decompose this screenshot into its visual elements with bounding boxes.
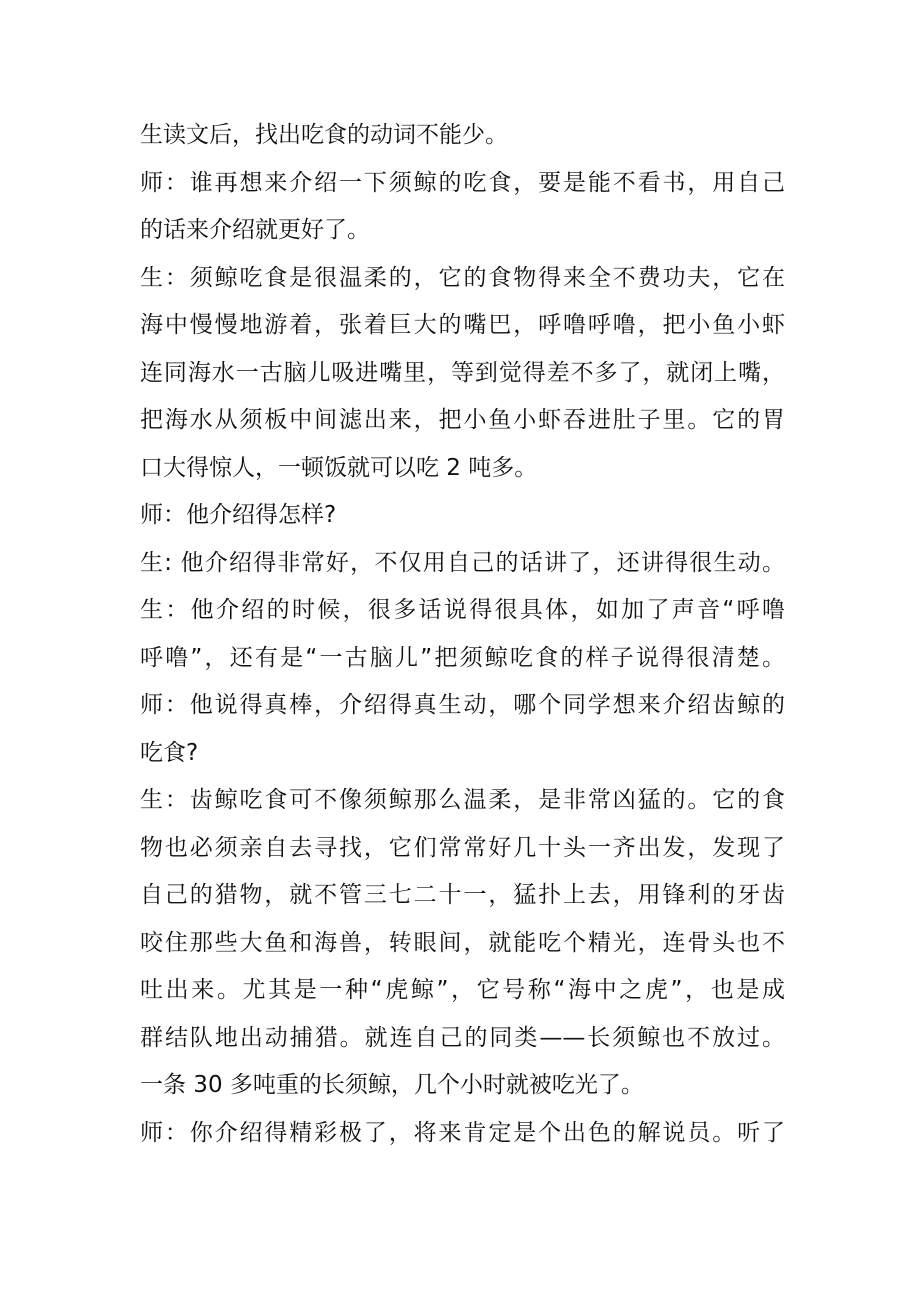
text-line: 师：谁再想来介绍一下须鲸的吃食，要是能不看书，用自己 xyxy=(140,169,785,196)
text-line: 的话来介绍就更好了。 xyxy=(140,217,370,243)
text-line: 生：齿鲸吃食可不像须鲸那么温柔，是非常凶猛的。它的食 xyxy=(140,787,785,813)
text-line: 物也必须亲自去寻找，它们常常好几十头一齐出发，发现了 xyxy=(140,834,785,861)
text-line: 把海水从须板中间滤出来，把小鱼小虾吞进肚子里。它的胃 xyxy=(140,407,785,433)
text-line: 连同海水一古脑儿吸进嘴里，等到觉得差不多了，就闭上嘴， xyxy=(140,359,785,386)
text-line: 自己的猎物，就不管三七二十一，猛扑上去，用锋利的牙齿 xyxy=(140,882,785,908)
text-line: 一条 30 多吨重的长须鲸，几个小时就被吃光了。 xyxy=(140,1072,644,1098)
text-line: 生：他介绍的时候，很多话说得很具体，如加了声音“呼噜 xyxy=(140,597,785,623)
text-line: 呼噜”，还有是“一古脑儿”把须鲸吃食的样子说得很清楚。 xyxy=(140,644,785,671)
text-line: 师：你介绍得精彩极了，将来肯定是个出色的解说员。听了 xyxy=(140,1119,785,1146)
text-line: 口大得惊人，一顿饭就可以吃 2 吨多。 xyxy=(140,454,538,481)
dialogue-text xyxy=(140,112,785,1157)
text-line: 群结队地出动捕猎。就连自己的同类——长须鲸也不放过。 xyxy=(140,1024,785,1051)
text-line: 生读文后，找出吃食的动词不能少。 xyxy=(140,122,508,148)
text-line: 师：他说得真棒，介绍得真生动，哪个同学想来介绍齿鲸的 xyxy=(140,692,785,718)
text-line: 师：他介绍得怎样? xyxy=(140,502,337,528)
text-line: 海中慢慢地游着，张着巨大的嘴巴，呼噜呼噜，把小鱼小虾 xyxy=(140,312,785,338)
text-line: 生: 他介绍得非常好，不仅用自己的话讲了，还讲得很生动。 xyxy=(140,549,785,576)
text-line: 咬住那些大鱼和海兽，转眼间，就能吃个精光，连骨头也不 xyxy=(140,929,785,956)
text-line: 吐出来。尤其是一种“虎鲸”，它号称“海中之虎”，也是成 xyxy=(140,977,785,1003)
text-line: 生：须鲸吃食是很温柔的，它的食物得来全不费功夫，它在 xyxy=(140,264,785,291)
text-line: 吃食? xyxy=(140,739,199,766)
